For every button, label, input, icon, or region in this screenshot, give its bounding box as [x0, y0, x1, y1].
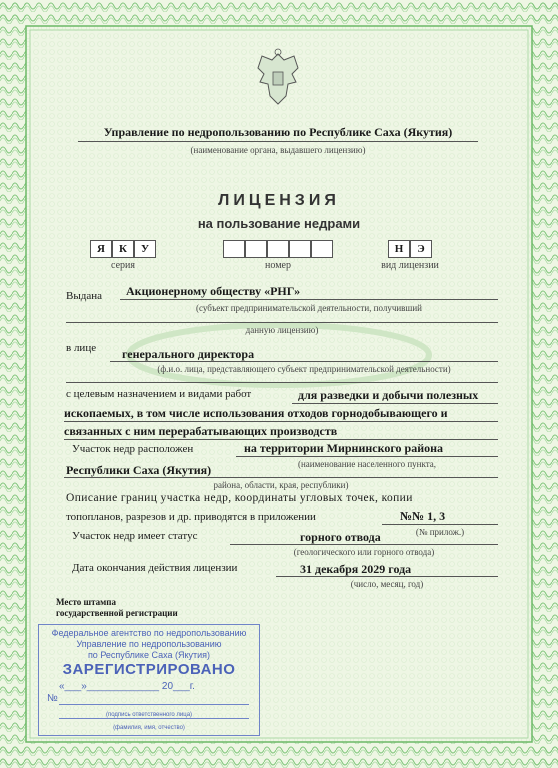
description-line-1: Описание границ участка недр, координаты угловых точек, копии [66, 492, 413, 504]
stamp-name-caption: (фамилия, имя, отчество) [113, 725, 185, 731]
purpose-line-2: ископаемых, в том числе использования отходов горнодобывающего и [64, 406, 448, 420]
issued-to-caption-1: (субъект предпринимательской деятельности, получивший [196, 303, 422, 313]
issued-to-value: Акционерному обществу «РНГ» [126, 284, 301, 298]
purpose-line-3: связанных с ним перерабатывающих производств [64, 424, 338, 438]
location-caption-2: района, области, края, республики) [213, 480, 349, 490]
issuing-authority-caption: (наименование органа, выдавшего лицензию) [190, 145, 366, 155]
stamp-registered: ЗАРЕГИСТРИРОВАНО [62, 661, 236, 678]
stamp-signature-caption: (подпись ответственного лица) [105, 712, 193, 718]
purpose-label: с целевым назначением и видами работ [66, 388, 252, 400]
description-line-2: топопланов, разрезов и др. приводятся в приложении [66, 511, 316, 523]
stamp-agency: Федеральное агентство по недропользованию [51, 628, 247, 638]
series-box-2: К [112, 240, 134, 258]
number-box-1 [223, 240, 245, 258]
person-caption: (ф.и.о. лица, представляющего субъект предпринимательской деятельности) [157, 364, 451, 374]
number-box-2 [245, 240, 267, 258]
series-box-1: Я [90, 240, 112, 258]
series-box-3: У [134, 240, 156, 258]
stamp-date-line: «___»_____________ 20___г. [59, 681, 195, 692]
stamp-place-line-1: Место штампа [56, 597, 116, 607]
appendix-caption: (№ прилож.) [415, 527, 465, 537]
license-subtitle: на пользование недрами [197, 216, 361, 231]
purpose-line-1: для разведки и добычи полезных [298, 388, 479, 402]
kind-label: вид лицензии [381, 260, 439, 271]
stamp-region: по Республике Саха (Якутия) [87, 650, 211, 660]
number-box-3 [267, 240, 289, 258]
person-value: генерального директора [122, 347, 255, 361]
appendix-number: №№ 1, 3 [400, 509, 446, 523]
issued-to-caption-2: данную лицензию) [245, 325, 319, 335]
registration-stamp [38, 624, 260, 736]
expiry-value: 31 декабря 2029 года [300, 562, 412, 576]
coat-of-arms-emblem [250, 48, 306, 110]
number-box-5 [311, 240, 333, 258]
number-label: номер [265, 260, 291, 271]
expiry-caption: (число, месяц, год) [350, 579, 424, 589]
status-caption: (геологического или горного отвода) [293, 547, 435, 557]
location-caption-1: (наименование населенного пункта, [297, 459, 437, 469]
series-label: серия [111, 260, 135, 271]
status-value: горного отвода [300, 530, 381, 544]
location-label: Участок недр расположен [72, 443, 194, 455]
status-label: Участок недр имеет статус [72, 530, 198, 542]
license-title: ЛИЦЕНЗИЯ [218, 192, 340, 209]
expiry-label: Дата окончания действия лицензии [72, 562, 238, 574]
kind-box-2: Э [410, 240, 432, 258]
location-value: на территории Мирнинского района [244, 441, 444, 455]
issuing-authority: Управление по недропользованию по Республике Саха (Якутия) [103, 125, 453, 139]
stamp-place-line-2: государственной регистрации [56, 608, 178, 618]
kind-box-1: Н [388, 240, 410, 258]
number-box-4 [289, 240, 311, 258]
location-value-2: Республики Саха (Якутия) [66, 463, 212, 477]
stamp-number-label: № [47, 693, 58, 704]
stamp-department: Управление по недропользованию [76, 639, 222, 649]
issued-to-label: Выдана [66, 290, 102, 302]
person-label: в лице [66, 342, 97, 354]
